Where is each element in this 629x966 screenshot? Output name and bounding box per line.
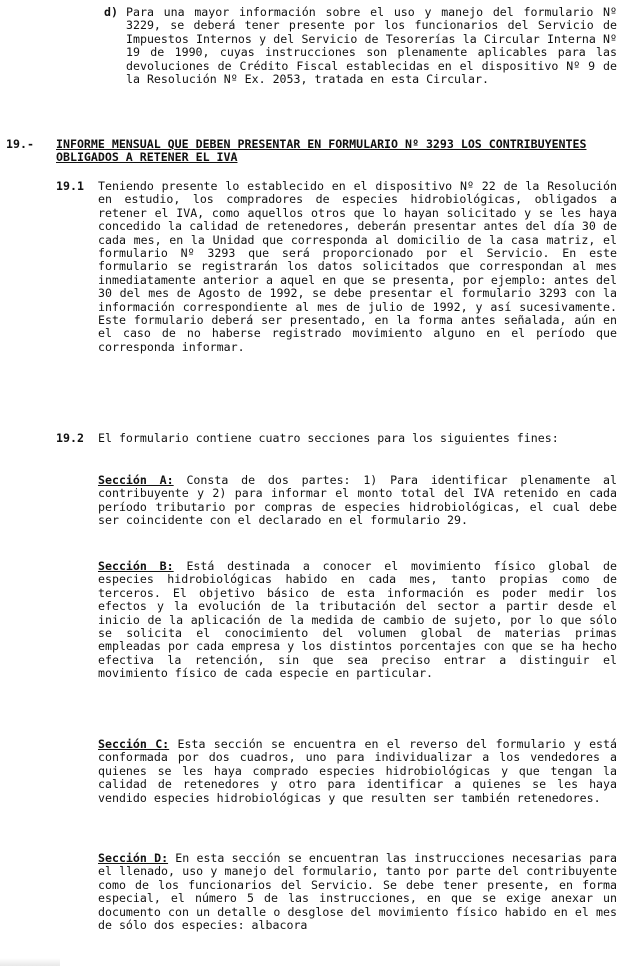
seccion-b-text: Está destinada a conocer el movimiento físico global de especies hidrobiológicas habido en cada mes, tanto propias como de terceros. El objetivo básico de esta información es poder medir los efectos y la evolución de la tributación del sector a partir desde el inicio de la aplicación de la medida de cambio de sujeto, por lo que sólo se solicita el conocimiento del volumen global de materias primas empleadas por cada empresa y los distintos porcentajes con que se ha hecho efectiva la retención, sin que sea preciso entrar a distinguir el movimiento físico de cada especie en particular. bbox=[98, 559, 617, 681]
seccion-d-paragraph bbox=[98, 852, 617, 932]
seccion-b-paragraph bbox=[98, 560, 617, 681]
item-d-text: Para una mayor información sobre el uso y manejo del formulario Nº 3229, se deberá tener presente por los funcionarios del Servicio de Impuestos Internos y del Servicio de Tesorerías la Circular Interna Nº 19 de 1990, cuyas instrucciones son plenamente aplicables para las devoluciones de Crédito Fiscal establecidas en el dispositivo Nº 9 de la Resolución Nº Ex. 2053, tratada en esta Circular. bbox=[126, 5, 617, 87]
seccion-b-label: Sección B: bbox=[98, 559, 174, 573]
scan-shadow bbox=[0, 958, 60, 966]
para-19-2-text: El formulario contiene cuatro secciones para los siguientes fines: bbox=[98, 431, 559, 445]
para-19-1-text: Teniendo presente lo establecido en el dispositivo Nº 22 de la Resolución en estudio, los compradores de especies hidrobiológicas, obligados a retener el IVA, como aquellos otros que lo hayan solicitado y se les haya concedido la calidad de retenedores, deberán presentar antes del día 30 de cada mes, en la Unidad que corresponda al domicilio de la casa matriz, el formulario Nº 3293 que será proporcionado por el Servicio. En este formulario se registrarán los datos solicitados que correspondan al mes inmediatamente anterior a aquel en que se presenta, por ejemplo: antes del 30 del mes de Agosto de 1992, se debe presentar el formulario 3293 con la información correspondiente al mes de julio de 1992, y así sucesivamente. Este formulario deberá ser presentado, en la forma antes señalada, aún en el caso de no haberse registrado movimiento alguno en el período que corresponda informar. bbox=[98, 179, 617, 354]
seccion-c-text: Esta sección se encuentra en el reverso del formulario y está conformada por dos cuadros, uno para individualizar a los vendedores a quienes se les haya comprado especies hidrobiológicas y que tengan la calidad de retenedores y otro para identificar a quienes se les haya vendido especies hidrobiológicas y que resulten ser también retenedores. bbox=[98, 737, 617, 805]
seccion-a-paragraph bbox=[98, 474, 617, 528]
seccion-c-paragraph bbox=[98, 738, 617, 805]
seccion-a-label: Sección A: bbox=[98, 473, 174, 487]
seccion-d-label: Sección D: bbox=[98, 851, 169, 865]
item-d-label: d) bbox=[104, 5, 118, 19]
seccion-d-text: En esta sección se encuentran las instrucciones necesarias para el llenado, uso y manejo del formulario, tanto por parte del contribuyente como de los funcionarios del Servicio. Se debe tener presente, en forma especial, el número 5 de las instrucciones, en que se exige anexar un documento con un detalle o desglose del movimiento físico habido en el mes de sólo dos especies: albacora bbox=[98, 851, 617, 933]
section-19-title: INFORME MENSUAL QUE DEBEN PRESENTAR EN FORMULARIO Nº 3293 LOS CONTRIBUYENTES OBLIGADOS A RETENER EL IVA bbox=[56, 137, 587, 165]
para-19-2-number: 19.2 bbox=[56, 431, 84, 445]
seccion-c-label: Sección C: bbox=[98, 737, 170, 751]
para-19-1-number: 19.1 bbox=[56, 179, 84, 193]
seccion-a-text: Consta de dos partes: 1) Para identificar plenamente al contribuyente y 2) para informar el monto total del IVA retenido en cada período tributario por compras de especies hidrobiológicas, el cual debe ser coincidente con el declarado en el formulario 29. bbox=[98, 473, 617, 528]
section-19-number: 19.- bbox=[6, 137, 34, 151]
